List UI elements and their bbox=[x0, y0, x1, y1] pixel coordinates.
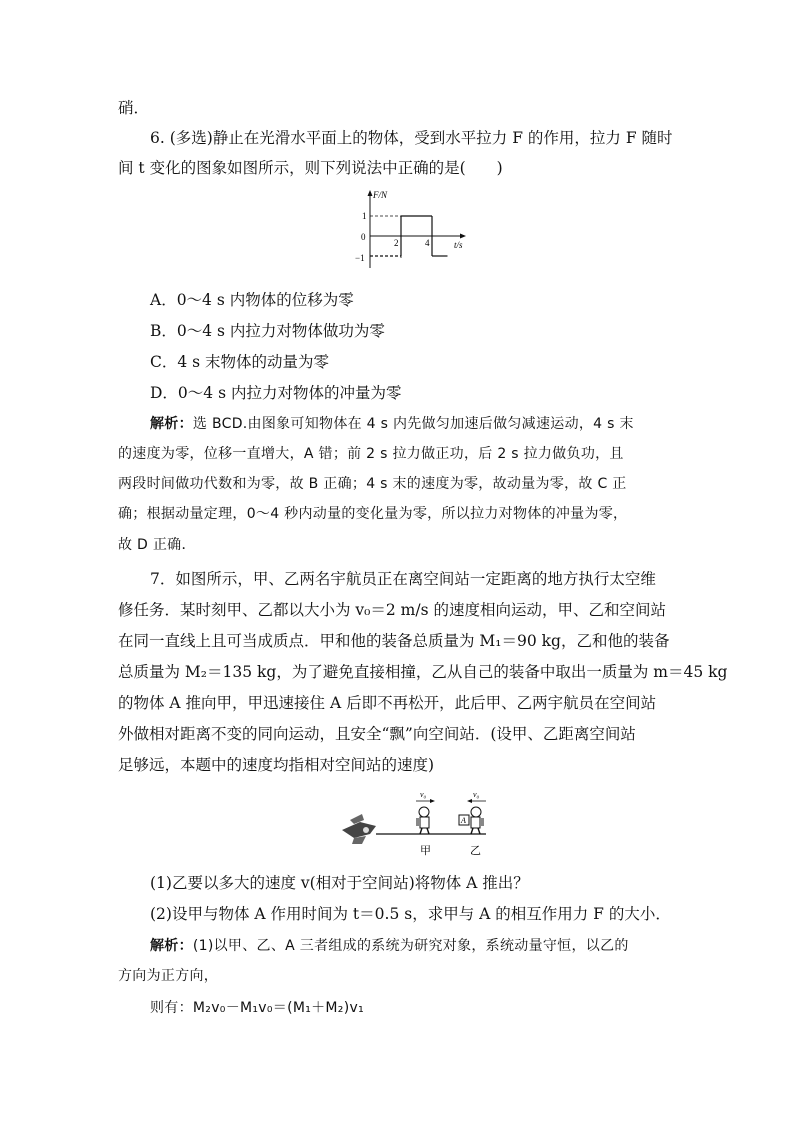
q7-stem-line-3: 在同一直线上且可当成质点．甲和他的装备总质量为 M₁＝90 kg，乙和他的装备 bbox=[118, 632, 670, 650]
q6-option-a: A．0～4 s 内物体的位移为零 bbox=[150, 291, 354, 309]
q7-solution-line-2: 方向为正方向， bbox=[118, 968, 219, 984]
force-time-graph bbox=[340, 186, 480, 276]
tick-y-bottom: −1 bbox=[355, 253, 365, 263]
q7-stem-line-1: 7．如图所示，甲、乙两名宇航员正在离空间站一定距离的地方执行太空维 bbox=[150, 570, 656, 588]
tick-x-2: 2 bbox=[394, 238, 399, 248]
v1-arrow-head-icon bbox=[430, 799, 435, 803]
y-axis-label: F/N bbox=[373, 190, 388, 200]
q7-stem-line-7: 足够远，本题中的速度均指相对空间站的速度) bbox=[118, 756, 435, 774]
tick-zero: 0 bbox=[361, 232, 366, 242]
astronaut-yi-icon bbox=[471, 807, 484, 834]
q6-option-b: B．0～4 s 内拉力对物体做功为零 bbox=[150, 322, 385, 340]
label-jia: 甲 bbox=[420, 845, 431, 857]
q6-solution-line-2: 的速度为零，位移一直增大，A 错；前 2 s 拉力做正功，后 2 s 拉力做负功，且 bbox=[118, 446, 624, 462]
q7-stem-line-6: 外做相对距离不变的同向运动，且安全“飘”向空间站．(设甲、乙距离空间站 bbox=[118, 725, 636, 743]
object-a-label: A bbox=[461, 816, 466, 825]
q6-option-c: C．4 s 末物体的动量为零 bbox=[150, 353, 330, 371]
q7-solution-label: 解析： bbox=[150, 938, 193, 954]
intro-tail: 硝． bbox=[118, 99, 150, 117]
q6-option-d: D．0～4 s 内拉力对物体的冲量为零 bbox=[150, 384, 402, 402]
y-axis-arrow-icon bbox=[368, 190, 373, 196]
x-axis-label: t/s bbox=[454, 240, 463, 250]
space-station-icon bbox=[342, 814, 376, 844]
q6-solution-line-5: 故 D 正确． bbox=[118, 537, 196, 553]
x-axis-arrow-icon bbox=[460, 234, 466, 239]
label-yi: 乙 bbox=[470, 845, 481, 857]
astronaut-jia-icon bbox=[416, 807, 429, 834]
q6-stem-line-1: 6. (多选)静止在光滑水平面上的物体，受到水平拉力 F 的作用，拉力 F 随时 bbox=[150, 129, 673, 147]
q7-stem-line-2: 修任务．某时刻甲、乙都以大小为 v₀＝2 m/s 的速度相向运动，甲、乙和空间站 bbox=[118, 601, 666, 619]
q6-stem-line-2: 间 t 变化的图象如图所示，则下列说法中正确的是( ) bbox=[118, 159, 503, 177]
q7-sub-question-1: (1)乙要以多大的速度 v(相对于空间站)将物体 A 推出？ bbox=[150, 874, 529, 892]
v2-label: v₀ bbox=[473, 790, 480, 799]
v1-label: v₀ bbox=[420, 790, 427, 799]
astronaut-figure bbox=[336, 786, 506, 862]
q7-equation: 则有：M₂v₀－M₁v₀＝(M₁＋M₂)v₁ bbox=[150, 1000, 364, 1016]
q7-solution-line-1: 解析：(1)以甲、乙、A 三者组成的系统为研究对象，系统动量守恒，以乙的 bbox=[150, 938, 629, 954]
q6-solution-line-4: 确；根据动量定理，0～4 秒内动量的变化量为零，所以拉力对物体的冲量为零， bbox=[118, 506, 628, 522]
q7-stem-line-5: 的物体 A 推向甲，甲迅速接住 A 后即不再松开，此后甲、乙两宇航员在空间站 bbox=[118, 694, 657, 712]
q7-stem-line-4: 总质量为 M₂＝135 kg，为了避免直接相撞，乙从自己的装备中取出一质量为 m＝45 kg bbox=[118, 663, 728, 681]
v2-arrow-head-icon bbox=[467, 799, 472, 803]
tick-x-4: 4 bbox=[425, 238, 430, 248]
q7-sub-question-2: (2)设甲与物体 A 作用时间为 t＝0.5 s，求甲与 A 的相互作用力 F 的大小． bbox=[150, 905, 671, 923]
q6-solution-label: 解析： bbox=[150, 416, 193, 432]
tick-y-top: 1 bbox=[362, 211, 367, 221]
q6-solution-line-3: 两段时间做功代数和为零，故 B 正确；4 s 末的速度为零，故动量为零，故 C 正 bbox=[118, 476, 627, 492]
q6-solution-line-1: 解析：选 BCD.由图象可知物体在 4 s 内先做匀加速后做匀减速运动，4 s 末 bbox=[150, 416, 634, 432]
